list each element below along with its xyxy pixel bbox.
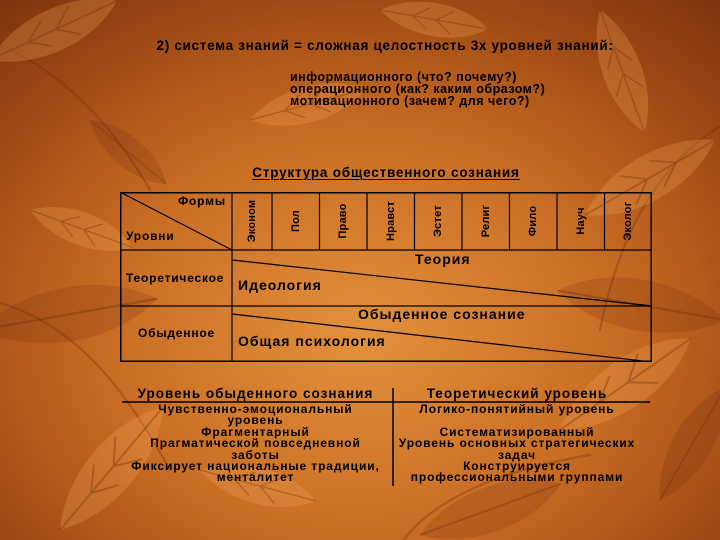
form-column-header — [605, 192, 653, 250]
comparison-rows — [118, 404, 641, 484]
general-psychology-label: Общая психология — [238, 333, 386, 349]
everyday-level-header: Уровень обыденного сознания — [137, 386, 374, 401]
everyday-level-cell — [118, 461, 393, 484]
form-column-header — [367, 192, 415, 250]
form-label: Эколог — [622, 201, 635, 241]
form-label: Право — [337, 203, 350, 239]
knowledge-levels-list — [290, 71, 545, 107]
comparison-line: уровень — [227, 413, 284, 428]
slide-title: 2) система знаний = сложная целостность 3х уровней знаний: — [156, 38, 614, 53]
theory-label: Теория — [415, 251, 471, 267]
form-column-header — [232, 192, 272, 250]
theoretical-level-cell — [393, 461, 641, 484]
everyday-consciousness-label: Обыденное сознание — [358, 306, 526, 322]
comparison-line: Уровень основных стратегических — [398, 436, 636, 451]
everyday-level-cell — [118, 438, 393, 461]
form-column-header — [272, 192, 320, 250]
leaf-shape — [80, 108, 176, 195]
theoretical-level-header: Теоретический уровень — [426, 386, 608, 401]
comparison-line: профессиональными группами — [410, 470, 624, 485]
knowledge-level-item: информационного (что? почему?) — [290, 70, 517, 84]
consciousness-structure-table — [120, 192, 652, 362]
comparison-line: задач — [498, 447, 536, 462]
form-column-header — [510, 192, 558, 250]
level-label-theoretical: Теоретическое — [126, 271, 225, 285]
comparison-line: Прагматической повседневной — [150, 436, 361, 451]
corner-label-forms: Формы — [178, 194, 226, 208]
comparison-line: Чувственно-эмоциональный — [158, 402, 353, 416]
structure-heading — [46, 165, 720, 180]
comparison-row — [118, 461, 641, 484]
form-label: Фило — [527, 205, 540, 237]
form-label: Религ — [479, 204, 492, 238]
comparison-row — [118, 404, 641, 427]
theoretical-level-cell — [393, 438, 641, 461]
structure-heading-text: Структура общественного сознания — [252, 165, 520, 180]
form-column-header — [557, 192, 605, 250]
everyday-level-cell — [118, 404, 393, 427]
form-label: Науч — [574, 207, 587, 235]
corner-label-levels: Уровни — [126, 229, 175, 243]
comparison-line: заботы — [231, 447, 280, 462]
form-label: Нравст — [384, 201, 397, 241]
comparison-line: Фиксирует национальные традиции, — [131, 459, 380, 474]
form-column-header — [320, 192, 368, 250]
leaf-shape — [643, 378, 720, 510]
comparison-line: менталитет — [216, 470, 295, 485]
form-label: Пол — [289, 210, 302, 232]
form-label: Эконом — [246, 199, 258, 243]
ideology-label: Идеология — [238, 277, 322, 293]
form-label: Эстет — [432, 205, 445, 237]
comparison-row — [118, 438, 641, 461]
form-column-header — [415, 192, 463, 250]
form-column-header — [462, 192, 510, 250]
comparison-line: Конструируется — [463, 459, 571, 474]
knowledge-level-item: операционного (как? каким образом?) — [290, 82, 546, 96]
comparison-line: Логико-понятийный уровень — [419, 402, 615, 416]
knowledge-level-item: мотивационного (зачем? для чего?) — [290, 94, 530, 108]
comparison-line: Фрагментарный — [201, 424, 310, 439]
leaf-shape — [582, 3, 663, 139]
theoretical-level-cell — [393, 404, 641, 427]
comparison-line: Систематизированный — [439, 424, 595, 439]
level-label-everyday: Обыденное — [138, 326, 215, 340]
